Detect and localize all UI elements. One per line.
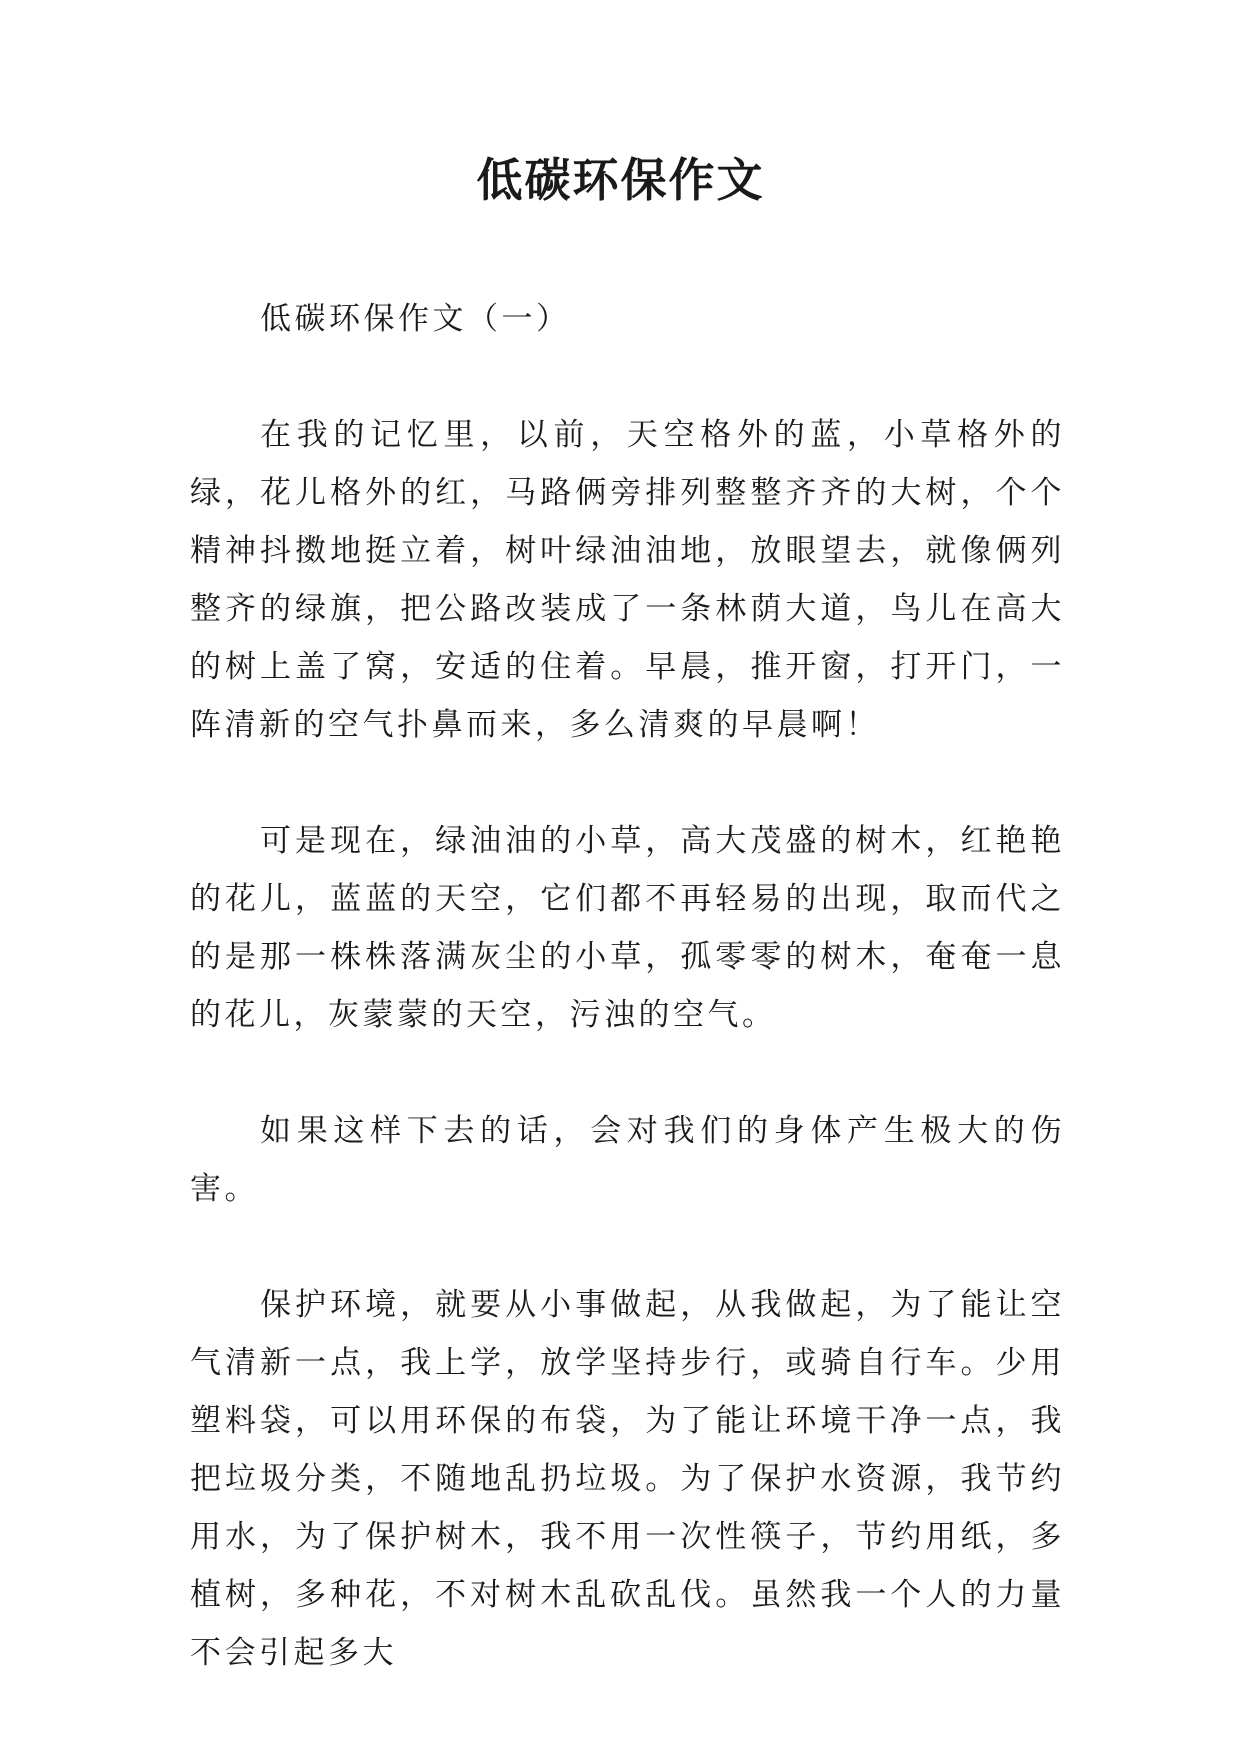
document-body [190,290,1065,1740]
section-heading: 低碳环保作文（一） [260,301,571,337]
paragraph-1: 在我的记忆里，以前，天空格外的蓝，小草格外的绿，花儿格外的红，马路俩旁排列整整齐齐的大树，个个精神抖擞地挺立着，树叶绿油油地，放眼望去，就像俩列整齐的绿旗，把公路改装成了一条林荫大道，鸟儿在高大的树上盖了窝，安适的住着。早晨，推开窗，打开门，一阵清新的空气扑鼻而来，多么清爽的早晨啊！ [190,417,1065,743]
paragraph-4: 保护环境，就要从小事做起，从我做起，为了能让空气清新一点，我上学，放学坚持步行，或骑自行车。少用塑料袋，可以用环保的布袋，为了能让环境干净一点，我把垃圾分类，不随地乱扔垃圾。为了保护水资源，我节约用水，为了保护树木，我不用一次性筷子，节约用纸，多植树，多种花，不对树木乱砍乱伐。虽然我一个人的力量不会引起多大 [190,1287,1065,1671]
document-title: 低碳环保作文 [476,153,765,207]
paragraph-3: 如果这样下去的话，会对我们的身体产生极大的伤害。 [190,1113,1065,1207]
paragraph-2: 可是现在，绿油油的小草，高大茂盛的树木，红艳艳的花儿，蓝蓝的天空，它们都不再轻易的出现，取而代之的是那一株株落满灰尘的小草，孤零零的树木，奄奄一息的花儿，灰蒙蒙的天空，污浊的空气。 [190,823,1065,1033]
